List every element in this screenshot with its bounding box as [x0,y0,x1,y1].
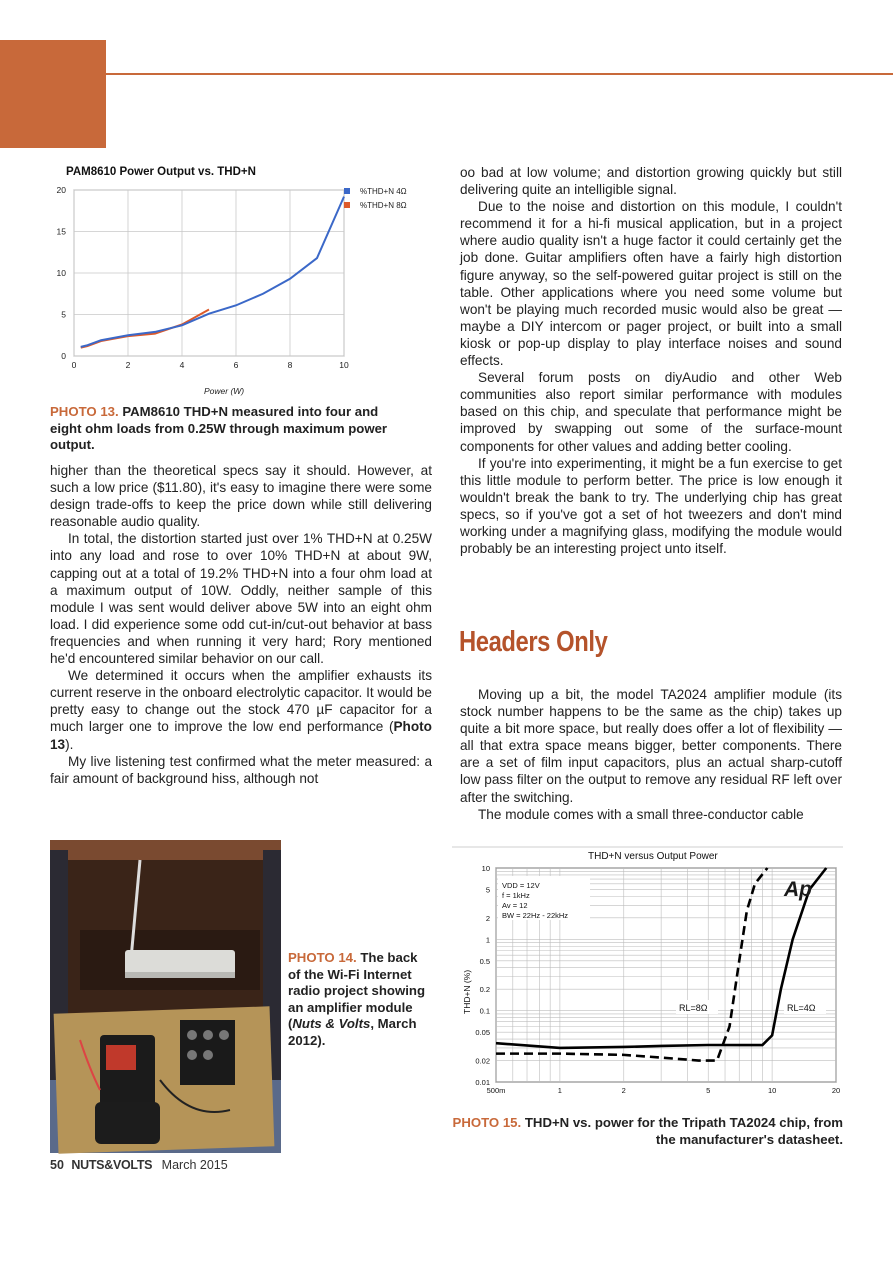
legend-label-8ohm: %THD+N 8Ω [360,201,407,210]
chart15-ytick-label: 0.02 [475,1056,490,1066]
right-paragraph-1: oo bad at low volume; and distortion growing quickly but still delivering quite an intelligible signal. [460,165,842,198]
chart15-xtick-label: 2 [621,1086,626,1095]
left-paragraph-4: My live listening test confirmed what the meter measured: a fair amount of background hiss, although not [50,753,432,786]
chart13-xtick-label: 10 [339,360,349,370]
chart13-ytick-label: 5 [61,309,66,320]
header-color-block [0,40,106,148]
issue-date: March 2015 [161,1158,228,1172]
right-paragraph-6: The module comes with a small three-conductor cable [478,806,804,822]
chart13-grid [74,190,344,356]
chart13-legend [344,187,407,210]
photo13-label: PHOTO 13. [50,404,119,419]
chart13-ytick-label: 0 [61,351,66,361]
left-paragraph-3a: We determined it occurs when the amplifier exhausts its current reserve in the onboard electrolytic capacitor. It would be pretty easy to change out the stock 470 µF capacitor for a much larger one to improve the low end performance ( [50,668,432,735]
section-heading: Headers Only [459,626,608,658]
chart15-ytick-label: 10 [481,864,490,873]
page-number: 50 [50,1158,64,1172]
left-paragraph-3b: ). [65,736,74,752]
photo14-label: PHOTO 14. [288,950,357,965]
chart15-title: THD+N versus Output Power [588,851,718,862]
chart15-label-4ohm: RL=4Ω [787,1003,816,1013]
chart15-ytick-label: 0.05 [475,1028,490,1038]
photo13-reference: Photo 13 [50,719,432,752]
chart15-condition-vdd: VDD = 12V [502,881,540,890]
chart15-ytick-label: 0.01 [475,1078,490,1087]
page-footer [50,1158,228,1172]
audio-precision-logo: Ap [784,878,812,901]
left-paragraph-1: higher than the theoretical specs say it should. However, at such a low price ($11.80), it's easy to imagine there were some design trade-offs to keep the price down while still delivering reasonable audio quality. [50,463,432,530]
chart13-xlabel: Power (W) [204,386,245,396]
chart15-condition-f: f = 1kHz [502,891,530,900]
chart13-xtick-label: 2 [125,360,131,370]
chart13-title: PAM8610 Power Output vs. THD+N [66,166,256,178]
left-column-text [50,462,432,787]
chart15-ytick-label: 5 [485,885,490,895]
photo14-italic: Nuts & Volts [292,1016,371,1031]
chart15-ytick-label: 2 [485,913,490,923]
header-rule [106,73,893,75]
chart15-ytick-label: 0.1 [479,1006,490,1016]
photo14-caption [288,950,428,1049]
legend-label-4ohm: %THD+N 4Ω [360,187,407,196]
photo14-wifi-radio-image [50,840,281,1153]
legend-swatch-4ohm [344,188,350,194]
chart13-xtick-label: 4 [179,360,185,370]
photo15-text: THD+N vs. power for the Tripath TA2024 chip, from the manufacturer's datasheet. [524,1115,843,1147]
left-paragraph-2: In total, the distortion started just over 1% THD+N at 0.25W into any load and rose to over 10% THD+N at about 9W, capping out at a total of 19.2% THD+N into a four ohm load at a maximum output of 10W. Oddly, neither sample of this module I was sent would deliver above 5W into an eight ohm load. I did experience some odd cut-in/cut-out behavior at bass frequencies and when running it very hard; Rory mentioned he'd encountered similar behavior on our call. [50,531,432,667]
photo15-caption [450,1115,843,1148]
magazine-name: NUTS&VOLTS [71,1158,153,1172]
chart15-condition-bw: BW = 22Hz - 22kHz [502,911,569,920]
photo13-caption [50,404,410,454]
chart15-xtick-label: 5 [706,1086,711,1095]
photo14-text-2: , March 2012). [288,1016,417,1048]
photo13-text: PAM8610 THD+N measured into four and eight ohm loads from 0.25W through maximum power output. [50,404,388,452]
right-column-text-2 [460,686,842,823]
chart13-ytick-label: 20 [56,185,66,195]
chart13-ytick-label: 10 [56,268,66,278]
chart13-xtick-label: 6 [233,360,239,370]
chart15-xtick-label: 20 [831,1086,841,1095]
right-paragraph-2: Due to the noise and distortion on this module, I couldn't recommend it for a hi-fi musical application, but in a project where audio quality isn't a huge factor it could certainly get the job done. Guitar amplifiers often have a fairly high distortion figure anyway, so the self-powered guitar project is still on the table. Other applications where you need some volume but won't be playing much recorded music would also be great — maybe a DIY intercom or pager project, or built into a small kiosk or pop-up display to play interface noises and sound effects. [460,199,842,369]
chart13-xtick-label: 0 [71,360,77,370]
right-paragraph-4: If you're into experimenting, it might be a fun exercise to get this little module to perform better. The price is low enough it wouldn't break the bank to try. The underlying chip has great specs, so if you've got a set of hot tweezers and don't mind working under a magnifying glass, modifying the module would probably be an interesting project unto itself. [460,455,842,557]
chart15-xtick-label: 1 [557,1086,562,1095]
left-paragraph-3 [50,667,432,752]
chart-ta2024-thd [452,846,843,1106]
right-paragraph-5: Moving up a bit, the model TA2024 amplifier module (its stock number happens to be the same as the chip) takes up quite a bit more space, but really does offer a lot of flexibility — all that extra space means bigger, better components. There are a set of film input capacitors, plus an actual sharp-cutoff low pass filter on the output to remove any residual RF left over after the switching. [460,687,842,805]
chart15-condition-av: Av = 12 [502,901,528,910]
chart15-ylabel: THD+N (%) [462,969,472,1014]
chart13-xtick-label: 8 [287,360,293,370]
chart15-ytick-label: 0.2 [479,985,490,995]
chart15-xtick-label: 10 [767,1086,777,1095]
photo14-text-1: The back of the Wi-Fi Internet radio project showing an amplifier module ( [288,950,426,1031]
right-column-text [460,164,842,557]
photo15-label: PHOTO 15. [452,1115,522,1130]
chart15-label-8ohm: RL=8Ω [679,1003,708,1013]
legend-swatch-8ohm [344,202,350,208]
chart15-xtick-label: 500m [486,1086,506,1095]
right-paragraph-3: Several forum posts on diyAudio and other Web communities also report similar performance with modules based on this chip, and speculate that performance might be improved by swapping out some of the surface-mount components for other values and adding better cooling. [460,370,842,454]
chart-pam8610-thd [48,160,407,400]
chart15-ytick-label: 0.5 [479,956,490,966]
chart13-ytick-label: 15 [56,226,66,237]
chart15-ytick-label: 1 [485,935,490,945]
